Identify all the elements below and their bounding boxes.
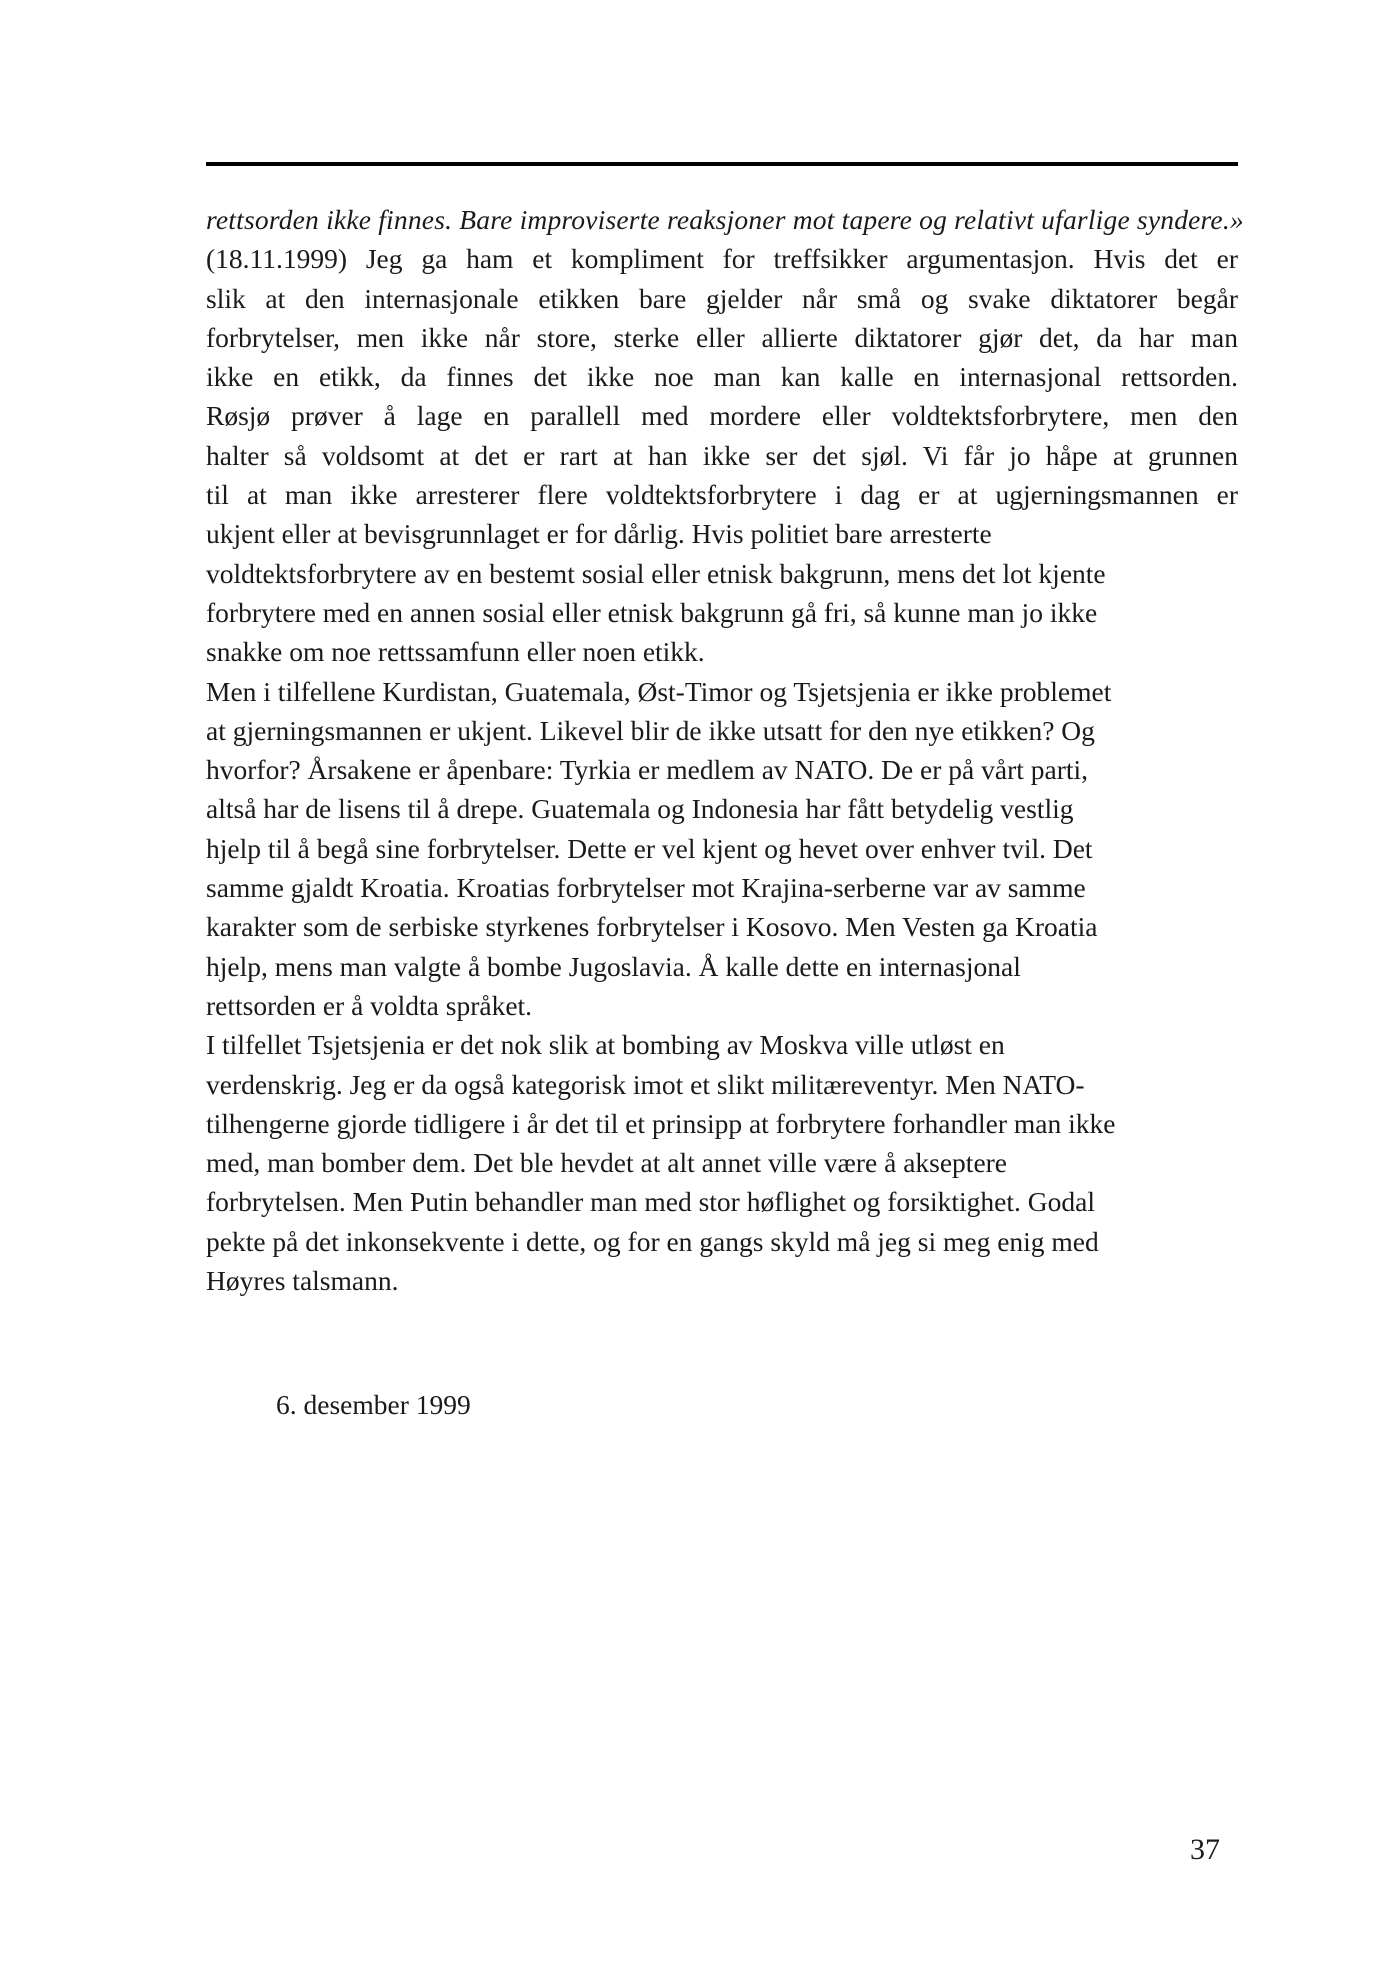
article-date: 6. desember 1999 — [276, 1389, 471, 1420]
text-line: halter så voldsomt at det er rart at han ikke ser det sjøl. Vi får jo håpe at grunnen — [206, 439, 1238, 471]
text-line: verdenskrig. Jeg er da også kategorisk imot et slikt militæreventyr. Men NATO- — [206, 1068, 1085, 1100]
text-line: snakke om noe rettssamfunn eller noen etikk. — [206, 636, 705, 668]
text-line: rettsorden er å voldta språket. — [206, 989, 533, 1021]
body-text — [206, 200, 1244, 1300]
text-line: hjelp til å begå sine forbrytelser. Dette er vel kjent og hevet over enhver tvil. Det — [206, 832, 1093, 864]
text-line: (18.11.1999) Jeg ga ham et kompliment for treffsikker argumentasjon. Hvis det er — [206, 243, 1238, 275]
text-line: I tilfellet Tsjetsjenia er det nok slik at bombing av Moskva ville utløst en — [206, 1029, 1005, 1061]
quote-italic: rettsorden ikke finnes. Bare improviserte reaksjoner mot tapere og relativt ufarlige syndere.» — [206, 204, 1244, 235]
text-line: Høyres talsmann. — [206, 1265, 399, 1297]
header-rule — [206, 162, 1238, 166]
text-line: Røsjø prøver å lage en parallell med mordere eller voldtektsforbrytere, men den — [206, 400, 1238, 432]
text-line: voldtektsforbrytere av en bestemt sosial eller etnisk bakgrunn, mens det lot kjente — [206, 557, 1106, 589]
text-line: forbrytere med en annen sosial eller etnisk bakgrunn gå fri, så kunne man jo ikke — [206, 596, 1098, 628]
text-line: ukjent eller at bevisgrunnlaget er for dårlig. Hvis politiet bare arresterte — [206, 518, 992, 550]
text-line: pekte på det inkonsekvente i dette, og for en gangs skyld må jeg si meg enig med — [206, 1225, 1099, 1257]
text-line: karakter som de serbiske styrkenes forbrytelser i Kosovo. Men Vesten ga Kroatia — [206, 911, 1098, 943]
text-line: samme gjaldt Kroatia. Kroatias forbrytelser mot Krajina-serberne var av samme — [206, 872, 1086, 904]
text-line: hvorfor? Årsakene er åpenbare: Tyrkia er medlem av NATO. De er på vårt parti, — [206, 754, 1089, 786]
text-line — [206, 200, 1244, 239]
text-line: forbrytelser, men ikke når store, sterke eller allierte diktatorer gjør det, da har man — [206, 321, 1238, 353]
text-line: med, man bomber dem. Det ble hevdet at alt annet ville være å akseptere — [206, 1147, 1008, 1179]
page-number: 37 — [1190, 1833, 1220, 1866]
text-line: slik at den internasjonale etikken bare gjelder når små og svake diktatorer begår — [206, 282, 1238, 314]
text-line: Men i tilfellene Kurdistan, Guatemala, Øst-Timor og Tsjetsjenia er ikke problemet — [206, 675, 1112, 707]
text-line: hjelp, mens man valgte å bombe Jugoslavia. Å kalle dette en internasjonal — [206, 950, 1021, 982]
text-line: til at man ikke arresterer flere voldtektsforbrytere i dag er at ugjerningsmannen er — [206, 479, 1238, 511]
text-line: at gjerningsmannen er ukjent. Likevel blir de ikke utsatt for den nye etikken? Og — [206, 714, 1095, 746]
text-line: tilhengerne gjorde tidligere i år det til et prinsipp at forbrytere forhandler man ikke — [206, 1107, 1116, 1139]
text-line: altså har de lisens til å drepe. Guatemala og Indonesia har fått betydelig vestlig — [206, 793, 1074, 825]
text-line: ikke en etikk, da finnes det ikke noe man kan kalle en internasjonal rettsorden. — [206, 361, 1238, 393]
text-line: forbrytelsen. Men Putin behandler man med stor høflighet og forsiktighet. Godal — [206, 1186, 1095, 1218]
